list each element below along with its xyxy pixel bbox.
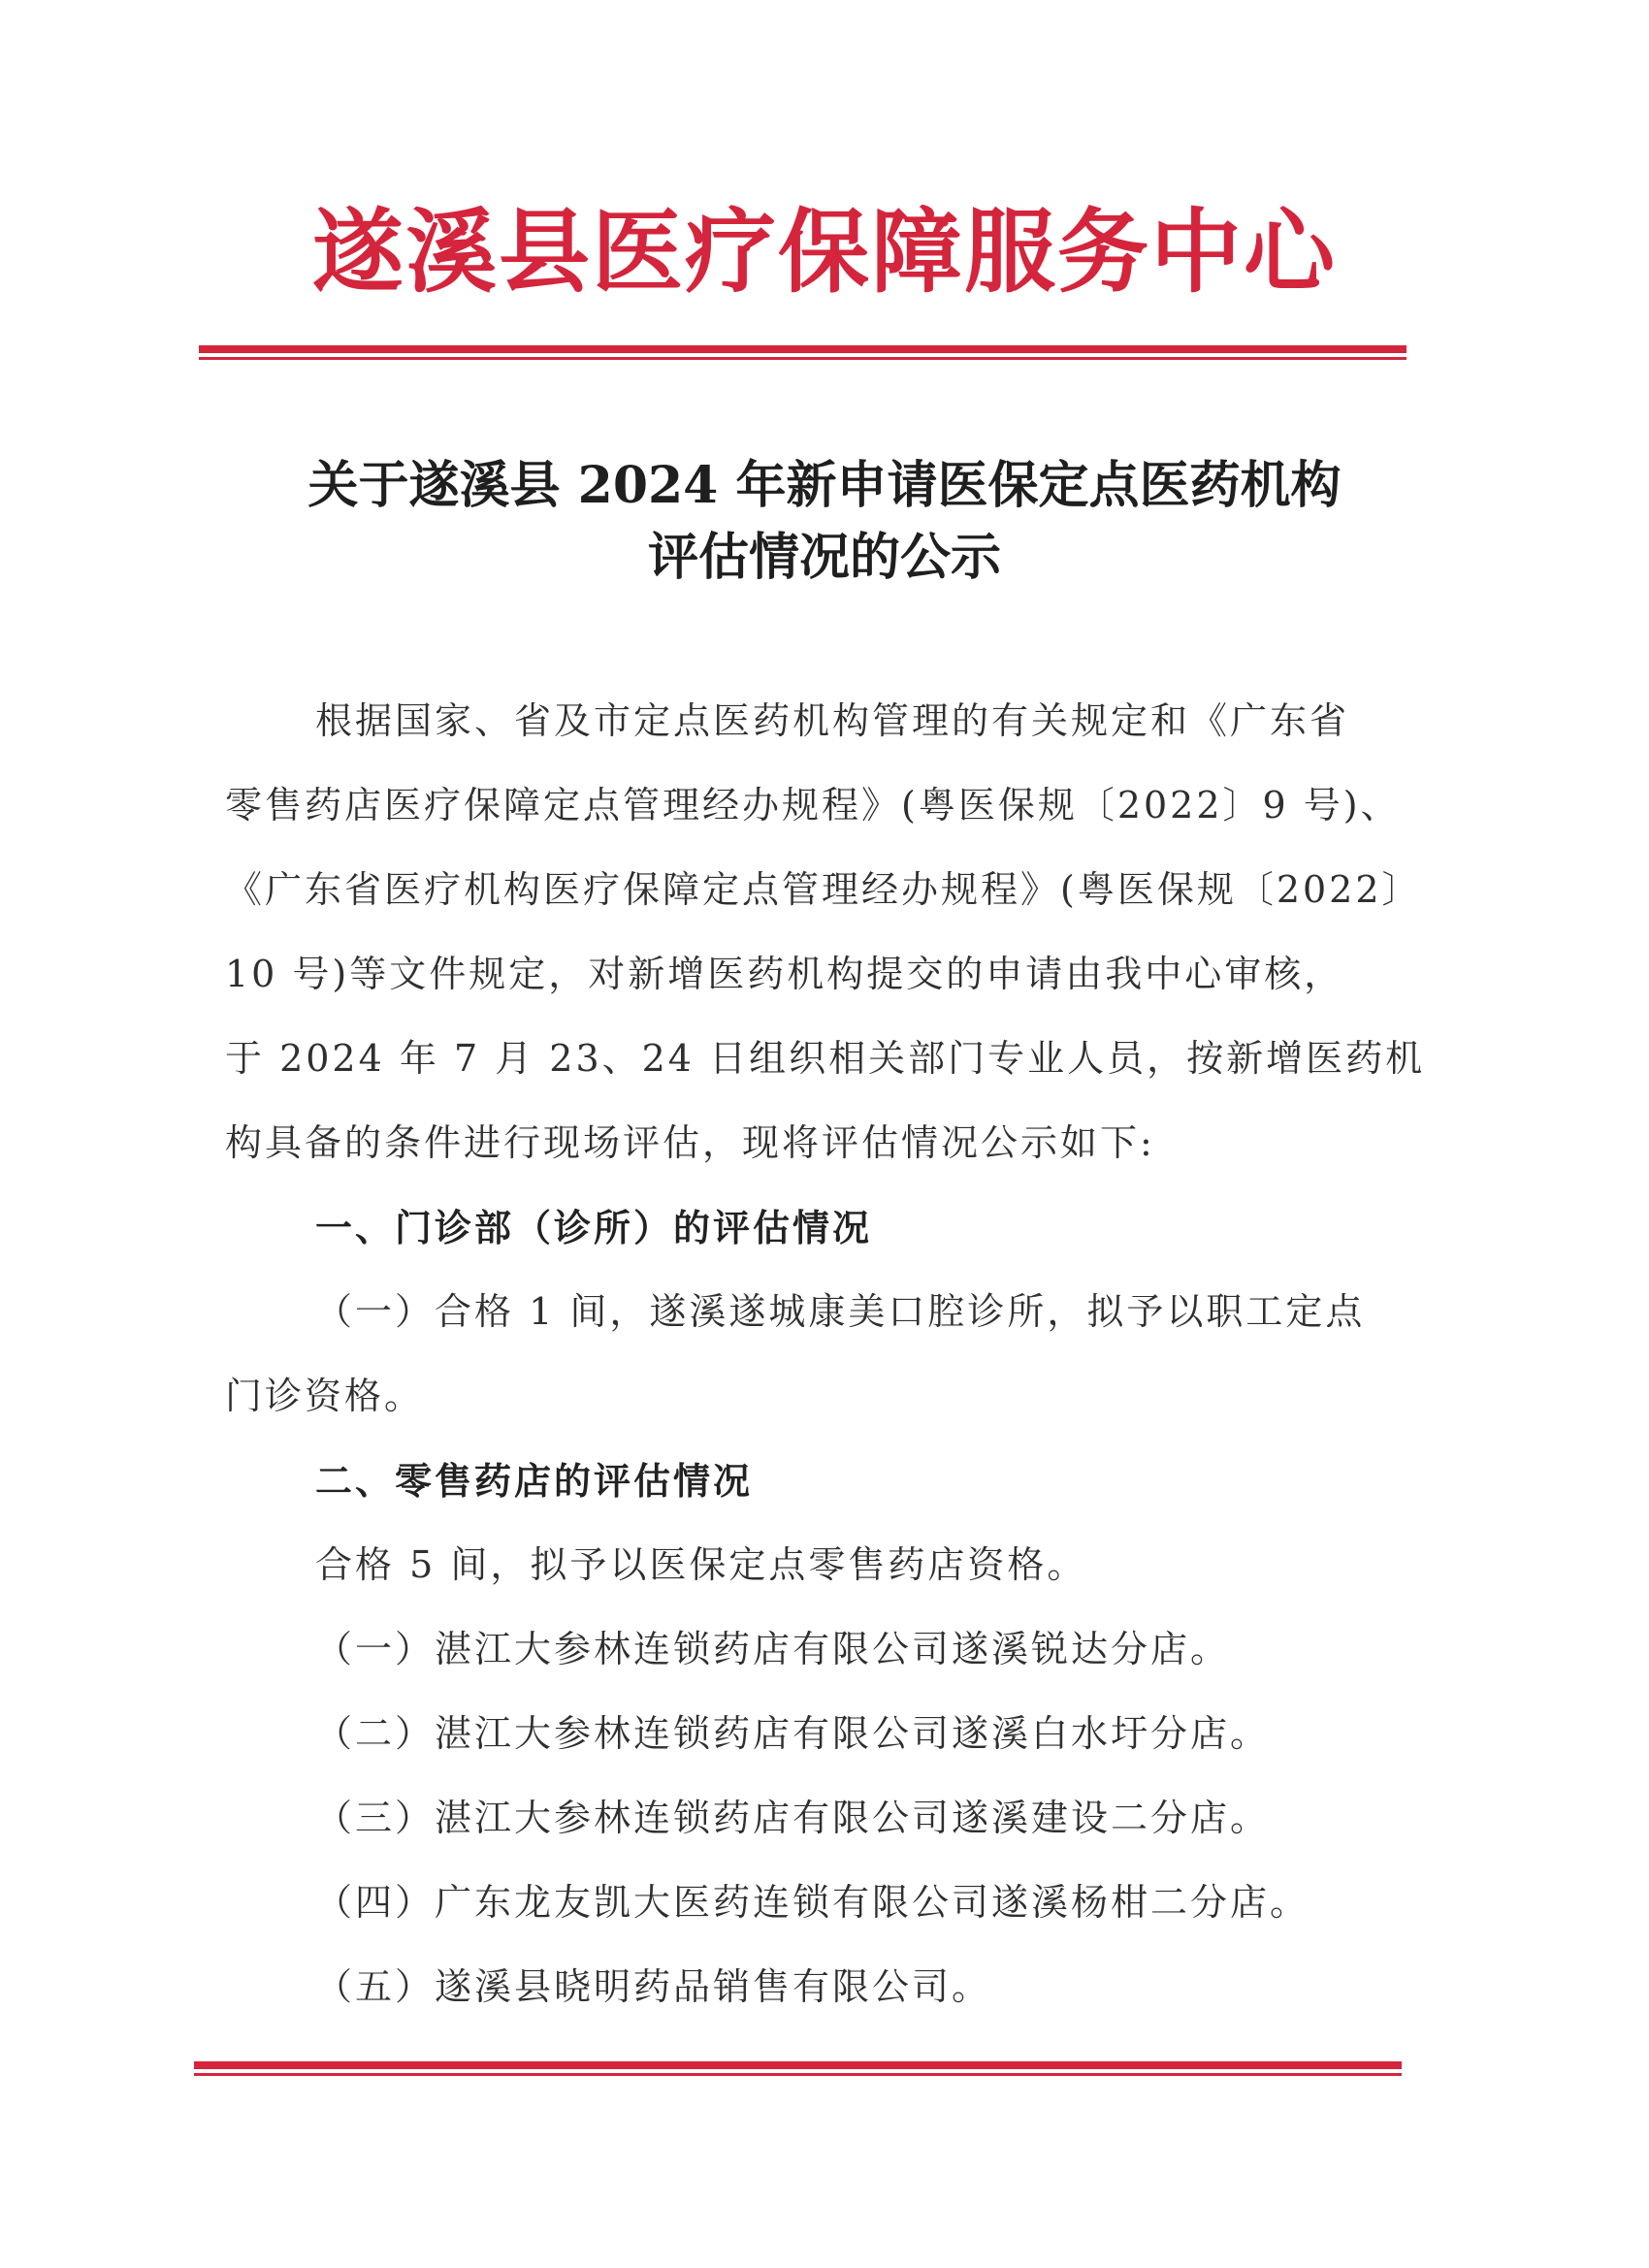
section-2-summary: 合格 5 间，拟予以医保定点零售药店资格。 xyxy=(315,1543,1087,1586)
pharmacy-list-item: （三）湛江大参林连锁药店有限公司遂溪建设二分店。 xyxy=(315,1797,1271,1839)
org-name: 遂溪县医疗保障服务中心 xyxy=(311,199,1337,306)
pharmacy-list-item: （二）湛江大参林连锁药店有限公司遂溪白水圩分店。 xyxy=(315,1712,1271,1755)
pharmacy-list-item: （一）湛江大参林连锁药店有限公司遂溪锐达分店。 xyxy=(315,1628,1231,1670)
org-header xyxy=(194,199,1455,306)
header-rule-thin xyxy=(199,357,1406,360)
intro-line: 根据国家、省及市定点医药机构管理的有关规定和《广东省 xyxy=(315,699,1350,742)
intro-line: 于 2024 年 7 月 23、24 日组织相关部门专业人员，按新增医药机 xyxy=(225,1037,1426,1080)
footer-red-rule xyxy=(194,2061,1402,2076)
footer-rule-thin xyxy=(194,2073,1402,2076)
section-2-heading: 二、零售药店的评估情况 xyxy=(315,1459,754,1503)
section-1-item-line: 门诊资格。 xyxy=(225,1375,425,1417)
pharmacy-list-item: （五）遂溪县晓明药品销售有限公司。 xyxy=(315,1965,992,2008)
header-red-rule xyxy=(199,345,1406,360)
intro-line: 《广东省医疗机构医疗保障定点管理经办规程》(粤医保规〔2022〕 xyxy=(225,868,1422,911)
intro-line: 构具备的条件进行现场评估，现将评估情况公示如下: xyxy=(225,1121,1155,1164)
document-title-line-1: 关于遂溪县 2024 年新申请医保定点医药机构 xyxy=(307,456,1342,515)
intro-line: 零售药店医疗保障定点管理经办规程》(粤医保规〔2022〕9 号)、 xyxy=(225,784,1401,826)
section-1-item-line: （一）合格 1 间，遂溪遂城康美口腔诊所，拟予以职工定点 xyxy=(315,1290,1366,1333)
document-title-line-2: 评估情况的公示 xyxy=(647,528,1001,587)
intro-line: 10 号)等文件规定，对新增医药机构提交的申请由我中心审核， xyxy=(225,953,1344,995)
section-1-heading: 一、门诊部（诊所）的评估情况 xyxy=(315,1206,873,1249)
footer-rule-thick xyxy=(194,2061,1402,2069)
header-rule-thick xyxy=(199,345,1406,353)
pharmacy-list-item: （四）广东龙友凯大医药连锁有限公司遂溪杨柑二分店。 xyxy=(315,1881,1310,1924)
